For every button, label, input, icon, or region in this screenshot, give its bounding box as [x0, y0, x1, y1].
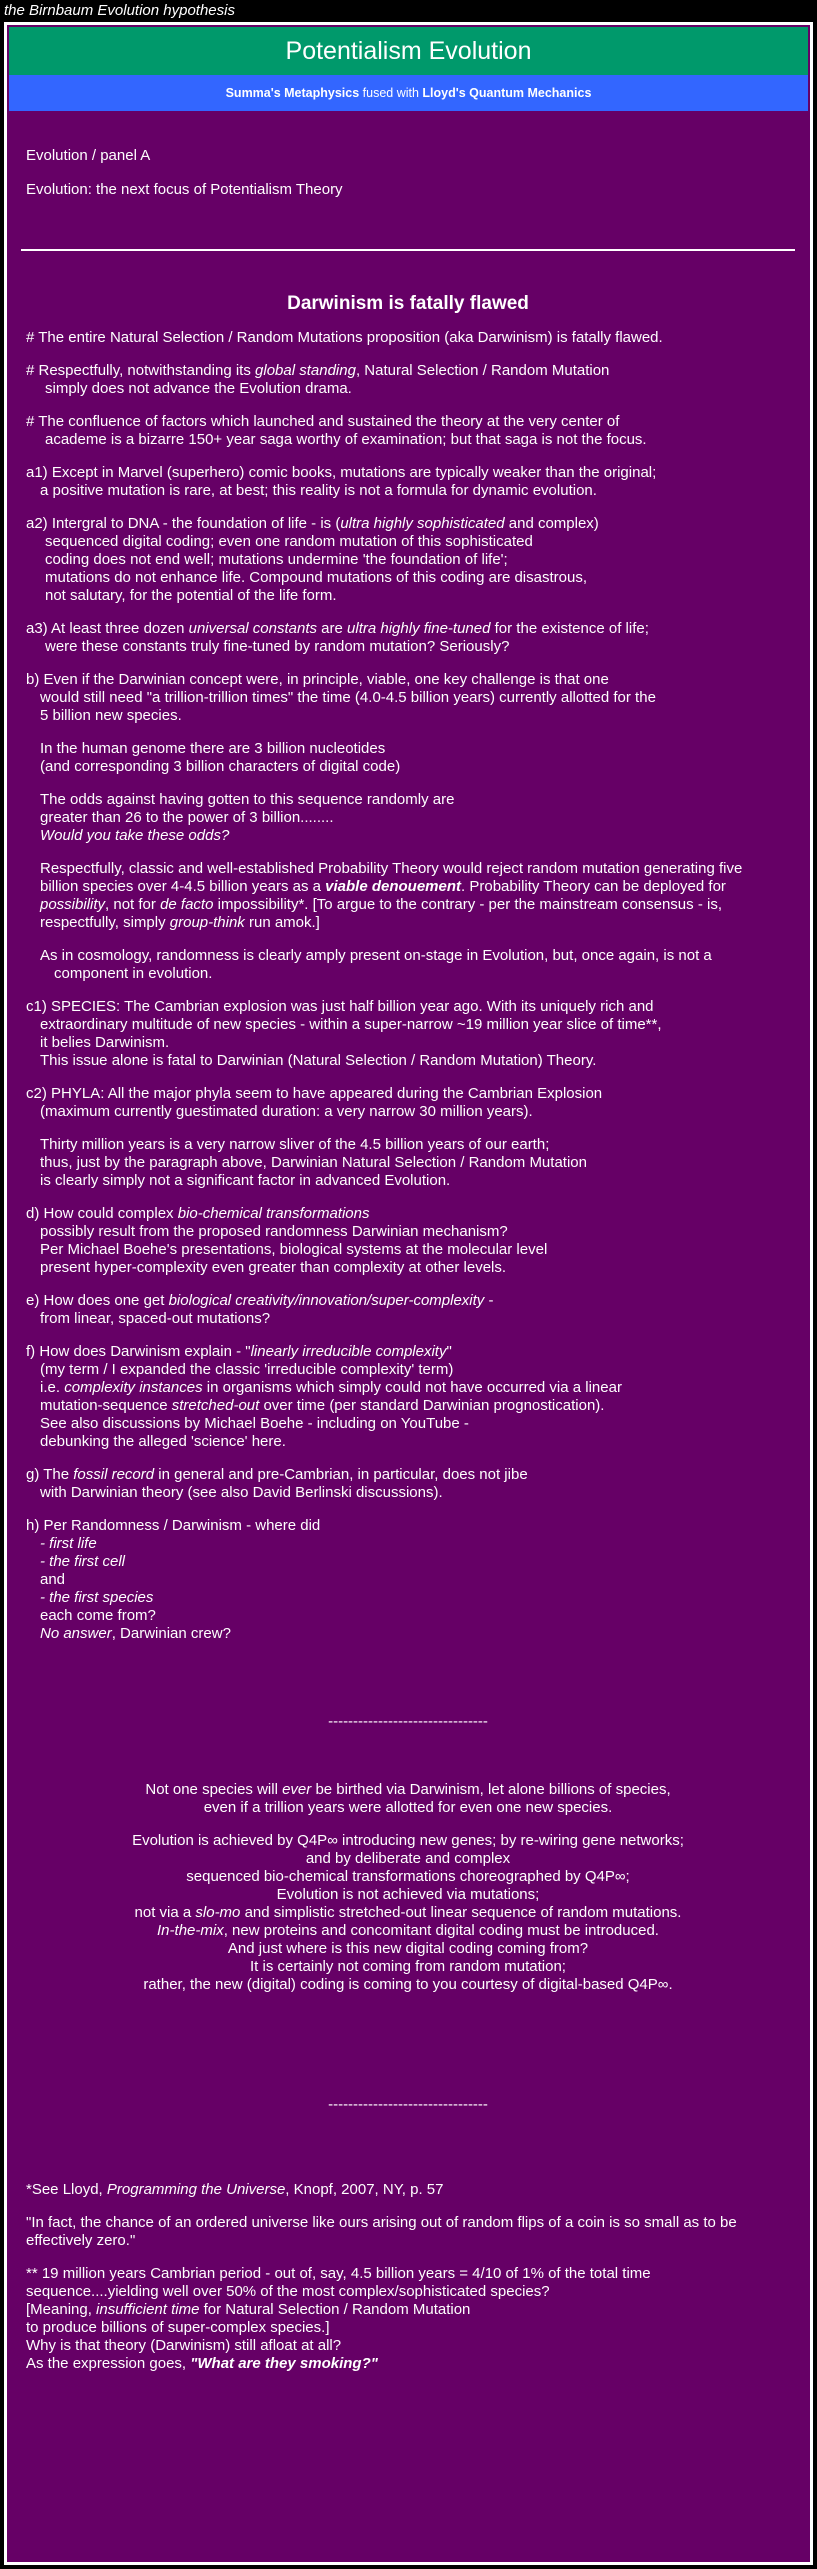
- point-a2: a2) Intergral to DNA - the foundation of life - is (ultra highly sophisticated and complex) sequenced digital coding; even one random mutation of this sophisticated coding does not end well; mutations undermine 'the foundation of life'; mutations do not enhance life. Compound mutations of this coding are disastrous, not salutary, for the potential of the life form.: [26, 515, 599, 604]
- genome-note: In the human genome there are 3 billion nucleotides (and corresponding 3 billion characters of digital code): [40, 740, 401, 775]
- point-a3: a3) At least three dozen universal constants are ultra highly fine-tuned for the existence of life; were these constants truly fine-tuned by random mutation? Seriously?: [26, 620, 649, 655]
- point-a1: a1) Except in Marvel (superhero) comic books, mutations are typically weaker than the original; a positive mutation is rare, at best; this reality is not a formula for dynamic evolution.: [26, 464, 657, 499]
- point-c2: c2) PHYLA: All the major phyla seem to have appeared during the Cambrian Explosion (maximum currently guestimated duration: a very narrow 30 million years).: [26, 1085, 603, 1120]
- footnote-cambrian: ** 19 million years Cambrian period - out of, say, 4.5 billion years = 4/10 of 1% of the total time sequence....yielding well over 50% of the most complex/sophisticated species? [Meaning, insufficient time for Natural Selection / Random Mutation to produce billions of super-complex species.] Why is that theory (Darwinism) still afloat at all? As the expression goes, "What are they smoking?": [26, 2265, 651, 2372]
- come-from-line: each come from?: [40, 1607, 156, 1624]
- point-hash-1: # The entire Natural Selection / Random Mutations proposition (aka Darwinism) is fatally flawed.: [26, 329, 663, 346]
- content-frame: [4, 22, 813, 2565]
- subtitle: Summa's Metaphysics fused with Lloyd's Quantum Mechanics: [225, 86, 592, 100]
- page-caption: the Birnbaum Evolution hypothesis: [4, 2, 235, 19]
- point-f: f) How does Darwinism explain - "linearly irreducible complexity" (my term / I expanded the classic 'irreducible complexity' term) i.e. complexity instances in organisms which simply could not have occurred via a linear mutation-sequence stretched-out over time (per standard Darwinian prognostication). See also discussions by Michael Boehe - including on YouTube - debunking the alleged 'science' here.: [26, 1343, 622, 1450]
- point-hash-2: # Respectfully, notwithstanding its global standing, Natural Selection / Random Mutation simply does not advance the Evolution drama.: [26, 362, 610, 397]
- page-title: Potentialism Evolution: [285, 36, 532, 65]
- point-d: d) How could complex bio-chemical transformations possibly result from the proposed randomness Darwinian mechanism? Per Michael Boehe's presentations, biological systems at the molecular level present hyper-complexity even greater than complexity at other levels.: [26, 1205, 548, 1276]
- odds-note: The odds against having gotten to this sequence randomly are greater than 26 to the power of 3 billion........ Would you take these odds?: [40, 791, 455, 844]
- focus-line: Evolution: the next focus of Potentialism Theory: [26, 181, 343, 198]
- point-b: b) Even if the Darwinian concept were, in principle, viable, one key challenge is that one would still need "a trillion-trillion times" the time (4.0-4.5 billion years) currently allotted for the 5 billion new species.: [26, 671, 656, 724]
- footnote-quote: "In fact, the chance of an ordered universe like ours arising out of random flips of a coin is so small as to be effectively zero.": [26, 2214, 737, 2249]
- phyla-note: Thirty million years is a very narrow sliver of the 4.5 billion years of our earth; thus, just by the paragraph above, Darwinian Natural Selection / Random Mutation is clearly simply not a significant factor in advanced Evolution.: [40, 1136, 587, 1189]
- divider-line: [21, 249, 795, 251]
- subtitle-banner: [9, 75, 808, 111]
- panel-label: Evolution / panel A: [26, 147, 151, 164]
- dash-divider-2: --------------------------------: [328, 2096, 488, 2113]
- page-title-banner: [9, 27, 808, 75]
- section-heading: Darwinism is fatally flawed: [287, 293, 529, 314]
- conclusion-species: Not one species will ever be birthed via Darwinism, let alone billions of species, even if a trillion years were allotted for even one new species.: [145, 1781, 671, 1816]
- point-g: g) The fossil record in general and pre-Cambrian, in particular, does not jibe with Darwinian theory (see also David Berlinski discussions).: [26, 1466, 528, 1501]
- point-c1: c1) SPECIES: The Cambrian explosion was just half billion year ago. With its uniquely rich and extraordinary multitude of new species - within a super-narrow ~19 million year slice of time**, it belies Darwinism. This issue alone is fatal to Darwinian (Natural Selection / Random Mutation) Theory.: [26, 998, 662, 1069]
- no-answer-line: No answer, Darwinian crew?: [40, 1625, 231, 1642]
- dash-divider-1: --------------------------------: [328, 1713, 488, 1730]
- point-hash-3: # The confluence of factors which launched and sustained the theory at the very center of academe is a bizarre 150+ year saga worthy of examination; but that saga is not the focus.: [26, 413, 647, 448]
- probability-note: Respectfully, classic and well-established Probability Theory would reject random mutation generating five billion species over 4-4.5 billion years as a viable denouement. Probability Theory can be deployed for possibility, not for de facto impossibility*. [To argue to the contrary - per the mainstream consensus - is, respectfully, simply group-think run amok.]: [40, 860, 743, 931]
- article-body: [7, 147, 810, 2373]
- footnote-lloyd: *See Lloyd, Programming the Universe, Knopf, 2007, NY, p. 57: [26, 2181, 444, 2198]
- conclusion-evolution: Evolution is achieved by Q4P∞ introducing new genes; by re-wiring gene networks; and by deliberate and complex sequenced bio-chemical transformations choreographed by Q4P∞; Evolution is not achieved via mutations; not via a slo-mo and simplistic stretched-out linear sequence of random mutations. In-the-mix, new proteins and concomitant digital coding must be introduced. And just where is this new digital coding coming from? It is certainly not coming from random mutation; rather, the new (digital) coding is coming to you courtesy of digital-based Q4P∞.: [132, 1832, 684, 1993]
- point-e: e) How does one get biological creativity/innovation/super-complexity - from linear, spaced-out mutations?: [26, 1292, 494, 1327]
- cosmology-note: As in cosmology, randomness is clearly amply present on-stage in Evolution, but, once again, is not a component in evolution.: [40, 947, 712, 982]
- point-h: h) Per Randomness / Darwinism - where did - first life - the first cell and - the first species: [26, 1517, 321, 1606]
